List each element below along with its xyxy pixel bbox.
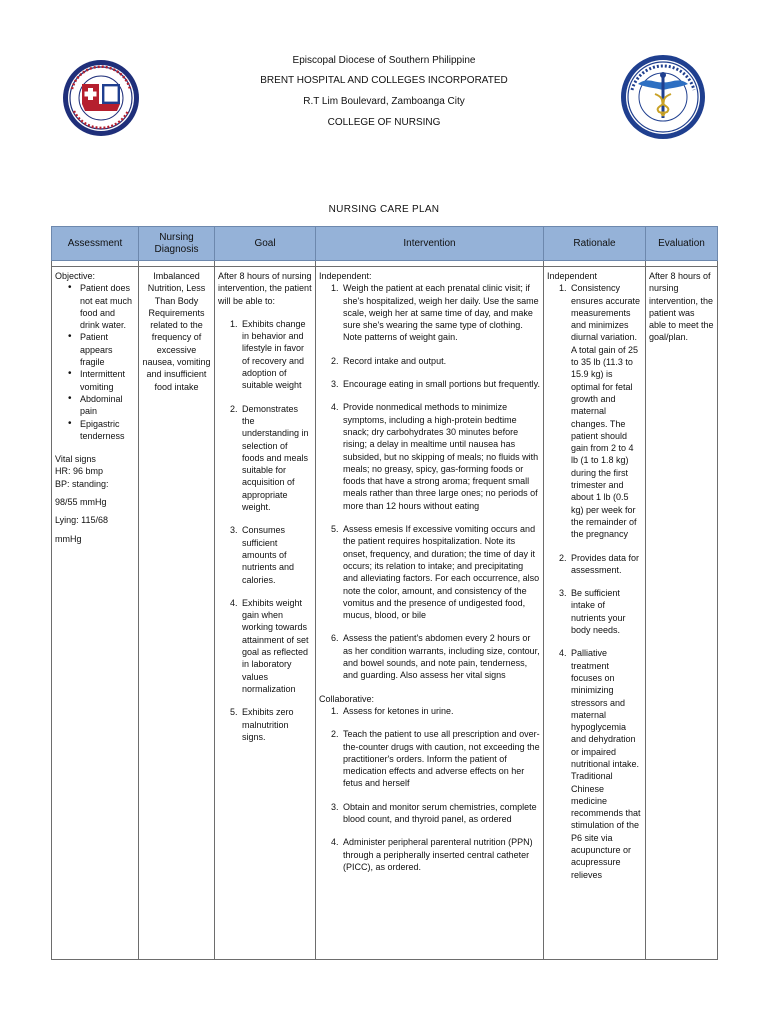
plan-title: NURSING CARE PLAN	[328, 204, 440, 215]
list-item: 6. Assess the patient's abdomen every 2 hours or as her condition warrants, including size, contour, and bowel sounds, and note pain, tenderness, and guarding. Also assess her vital signs	[331, 633, 540, 681]
list-item: 5. Exhibits zero malnutrition signs.	[230, 707, 294, 742]
column-header-assessment: Assessment	[52, 227, 139, 261]
header-diocese: Episcopal Diocese of Southern Philippine	[292, 55, 476, 66]
blood-pressure-lying-unit: mmHg	[55, 533, 82, 544]
blood-pressure-lying: Lying: 115/68	[55, 515, 109, 526]
list-item: 4. Palliative treatment focuses on minimizing stressors and maternal hypoglycemia and dehydration or impaired nutritional intake. Traditional Chinese medicine recommends that stimulation of the P6 site via acupuncture or acupressure relieves	[559, 648, 641, 880]
column-header-intervention: Intervention	[316, 227, 544, 261]
list-item: 3. Consumes sufficient amounts of nutrients and calories.	[230, 525, 295, 585]
collaborative-label: Collaborative:	[319, 693, 375, 704]
evaluation-text: After 8 hours of nursing intervention, the patient was able to meet the goal/plan.	[649, 271, 714, 343]
list-item: • Intermittent vomiting	[80, 368, 135, 393]
list-item: 2. Demonstrates the understanding in selection of foods and meals suitable for acquisition of appropriate weight.	[230, 403, 309, 513]
heart-rate: HR: 96 bmp	[55, 466, 104, 477]
list-item: 1. Weigh the patient at each prenatal clinic visit; if she's hospitalized, weigh her daily. Use the same scale, weigh her at same time of day, and make sure she's wearing the same type of clothing. Note patterns of weight gain.	[331, 283, 539, 343]
goal-cell	[215, 267, 316, 960]
right-caduceus-seal-logo	[620, 54, 706, 140]
blood-pressure-standing-label: BP: standing:	[55, 478, 109, 489]
list-item: 1. Exhibits change in behavior and lifestyle in favor of recovery and adoption of suitable weight	[230, 318, 306, 391]
left-college-seal-logo	[62, 59, 140, 137]
objective-label: Objective:	[55, 271, 96, 281]
list-item: • Epigastric tenderness	[80, 418, 135, 443]
list-item: 4. Provide nonmedical methods to minimize symptoms, including a high-protein bedtime snack; dry carbohydrates 30 minutes before rising; a delay in mealtime until nausea has subsided, but no skipping of meals; no fluids with meals; no greasy, spicy, gas-forming foods or foods that have a strong aroma; frequent small meals rather than three large ones; no periods of more than 12 hours without eating	[331, 402, 539, 511]
header-address: R.T Lim Boulevard, Zamboanga City	[303, 96, 465, 107]
nursing-care-plan-table	[51, 226, 718, 960]
list-item: 3. Obtain and monitor serum chemistries, complete blood count, and thyroid panel, as ordered	[331, 801, 537, 824]
list-item: 2. Record intake and output.	[331, 355, 447, 366]
table-header-row	[52, 227, 718, 261]
list-item: 2. Provides data for assessment.	[559, 552, 640, 575]
nursing-diagnosis-cell	[139, 267, 215, 960]
list-item: 1. Assess for ketones in urine.	[331, 705, 454, 716]
assessment-cell	[52, 267, 139, 960]
intervention-cell	[316, 267, 544, 960]
list-item: 3. Encourage eating in small portions but frequently.	[331, 379, 540, 390]
list-item: 3. Be sufficient intake of nutrients your body needs.	[559, 588, 626, 636]
independent-intervention-list	[319, 282, 540, 681]
nursing-diagnosis-text: Imbalanced Nutrition, Less Than Body Requirements related to the frequency of excessive nausea, vomiting and insufficient food intake	[142, 271, 211, 392]
goal-intro: After 8 hours of nursing intervention, the patient will be able to:	[218, 271, 312, 306]
rationale-list	[547, 282, 642, 881]
table-content-row	[52, 267, 718, 960]
rationale-independent-label: Independent	[547, 271, 598, 281]
evaluation-cell	[646, 267, 718, 960]
independent-label: Independent:	[319, 271, 372, 281]
column-header-evaluation: Evaluation	[646, 227, 718, 261]
list-item: 5. Assess emesis If excessive vomiting occurs and the patient requires hospitalization. Note its onset, frequency, and duration; the time of day it occurs; its relation to intake; and precipitating and alleviating factors. For each occurrence, also note the color, amount, and consistency of the vomitus and the presence of undigested food, mucus, blood, or bile	[331, 524, 540, 621]
vital-signs-label: Vital signs	[55, 454, 96, 465]
list-item: 4. Administer peripheral parenteral nutrition (PPN) through a peripherally inserted central catheter (PICC), as ordered.	[331, 837, 533, 872]
list-item: • Patient appears fragile	[80, 331, 135, 368]
column-header-goal: Goal	[215, 227, 316, 261]
list-item: 2. Teach the patient to use all prescription and over-the-counter drugs with caution, not exceeding the practitioner's orders. Inform the patient of medication effects and adverse effects on her fetus and herself	[331, 729, 540, 789]
header-institution: BRENT HOSPITAL AND COLLEGES INCORPORATED	[260, 75, 508, 86]
collaborative-intervention-list	[319, 705, 540, 873]
column-header-nursing-diagnosis: Nursing Diagnosis	[139, 227, 215, 261]
column-header-rationale: Rationale	[544, 227, 646, 261]
list-item: • Patient does not eat much food and drink water.	[80, 282, 135, 331]
blood-pressure-standing-value: 98/55 mmHg	[55, 497, 107, 508]
list-item: 4. Exhibits weight gain when working towards attainment of set goal as reflected in laboratory values normalization	[230, 597, 309, 694]
goal-list	[218, 318, 312, 743]
list-item: 1. Consistency ensures accurate measurements and minimizes diurnal variation. A total gain of 25 to 35 lb (11.3 to 15.9 kg) is optimal for fetal growth and maternal changes. The patient should gain from 2 to 4 lb (1 to 1.8 kg) during the first trimester and about 1 lb (0.5 kg) per week for the remainder of the pregnancy	[559, 283, 641, 540]
objective-list	[55, 282, 135, 442]
list-item: • Abdominal pain	[80, 393, 135, 418]
header-college: COLLEGE OF NURSING	[327, 117, 441, 128]
rationale-cell	[544, 267, 646, 960]
